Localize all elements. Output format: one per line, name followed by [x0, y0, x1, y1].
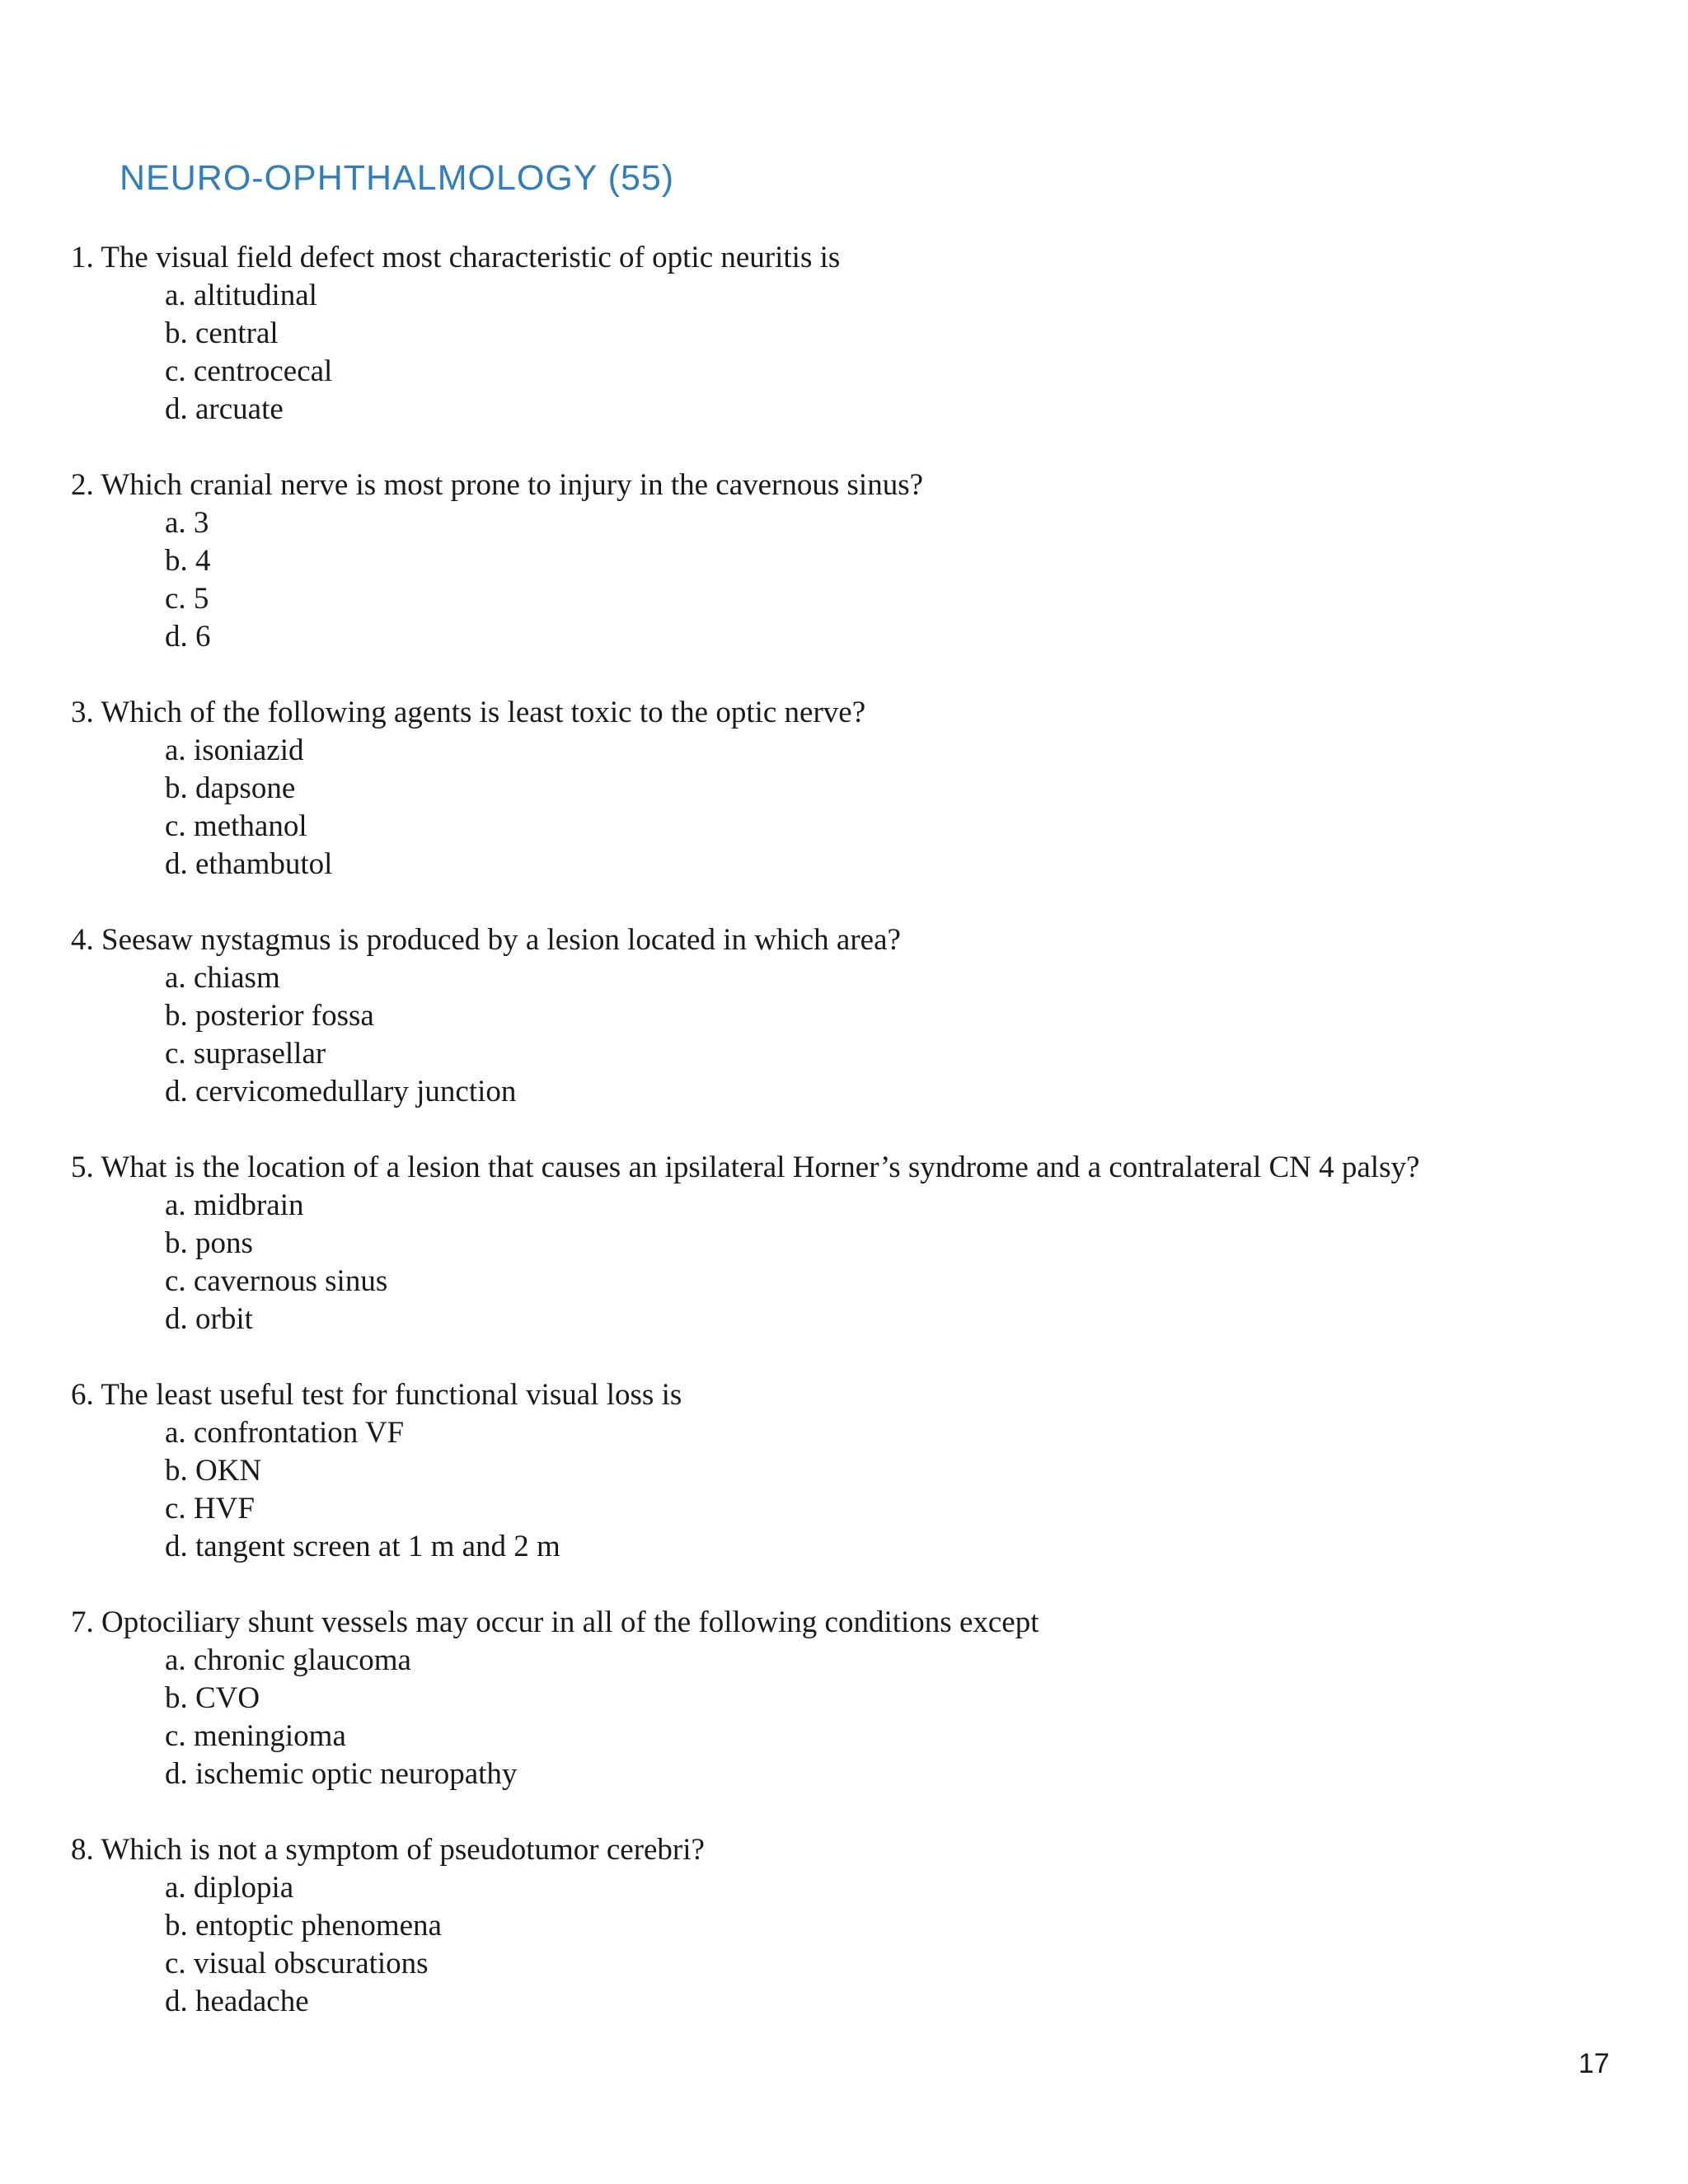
option-list: [71, 504, 1637, 656]
option-b: b. OKN: [165, 1454, 262, 1488]
question-stem: 6. The least useful test for functional visual loss is: [71, 1378, 682, 1412]
option-list: [71, 959, 1637, 1111]
option-c: c. suprasellar: [165, 1037, 326, 1071]
question-stem: 8. Which is not a symptom of pseudotumor cerebri?: [71, 1833, 705, 1867]
option-b: b. posterior fossa: [165, 999, 374, 1033]
option-a: a. chronic glaucoma: [165, 1643, 411, 1677]
option-c: c. methanol: [165, 809, 307, 843]
option-list: [71, 1414, 1637, 1566]
option-b: b. 4: [165, 544, 211, 578]
option-c: c. meningioma: [165, 1719, 346, 1753]
option-a: a. isoniazid: [165, 733, 304, 767]
option-list: [71, 1187, 1637, 1338]
option-a: a. 3: [165, 506, 209, 540]
option-list: [71, 277, 1637, 429]
option-d: d. cervicomedullary junction: [165, 1075, 517, 1108]
option-list: [71, 1642, 1637, 1793]
option-b: b. dapsone: [165, 771, 296, 805]
option-d: d. tangent screen at 1 m and 2 m: [165, 1530, 560, 1563]
option-a: a. altitudinal: [165, 279, 317, 312]
question-5: [71, 1149, 1637, 1338]
question-3: [71, 694, 1637, 883]
question-2: [71, 466, 1637, 656]
option-d: d. ethambutol: [165, 847, 333, 881]
question-list: [71, 239, 1637, 2059]
option-d: d. ischemic optic neuropathy: [165, 1757, 518, 1791]
question-stem: 2. Which cranial nerve is most prone to injury in the cavernous sinus?: [71, 468, 924, 502]
section-title: NEURO-OPHTHALMOLOGY (55): [120, 158, 675, 198]
option-b: b. central: [165, 316, 279, 350]
option-a: a. diplopia: [165, 1871, 294, 1905]
option-a: a. midbrain: [165, 1188, 304, 1222]
option-d: d. arcuate: [165, 392, 284, 426]
option-c: c. visual obscurations: [165, 1947, 429, 1980]
question-stem: 3. Which of the following agents is least toxic to the optic nerve?: [71, 696, 866, 729]
option-d: d. headache: [165, 1985, 309, 2018]
question-stem: 5. What is the location of a lesion that causes an ipsilateral Horner’s syndrome and a contralateral CN 4 palsy?: [71, 1151, 1420, 1184]
option-a: a. chiasm: [165, 961, 280, 995]
question-6: [71, 1376, 1637, 1566]
option-c: c. 5: [165, 582, 209, 616]
option-list: [71, 1869, 1637, 2021]
option-c: c. centrocecal: [165, 354, 333, 388]
option-a: a. confrontation VF: [165, 1416, 405, 1450]
question-stem: 1. The visual field defect most characteristic of optic neuritis is: [71, 241, 841, 274]
option-c: c. cavernous sinus: [165, 1264, 388, 1298]
question-7: [71, 1604, 1637, 1793]
page-number: 17: [1578, 2048, 1610, 2079]
question-4: [71, 921, 1637, 1111]
option-b: b. CVO: [165, 1681, 260, 1715]
option-b: b. entoptic phenomena: [165, 1909, 442, 1943]
option-b: b. pons: [165, 1226, 253, 1260]
question-8: [71, 1831, 1637, 2021]
option-c: c. HVF: [165, 1492, 255, 1526]
option-d: d. orbit: [165, 1302, 253, 1336]
question-stem: 4. Seesaw nystagmus is produced by a lesion located in which area?: [71, 923, 901, 957]
option-list: [71, 732, 1637, 883]
question-stem: 7. Optociliary shunt vessels may occur in all of the following conditions except: [71, 1605, 1039, 1639]
question-1: [71, 239, 1637, 429]
option-d: d. 6: [165, 620, 211, 654]
